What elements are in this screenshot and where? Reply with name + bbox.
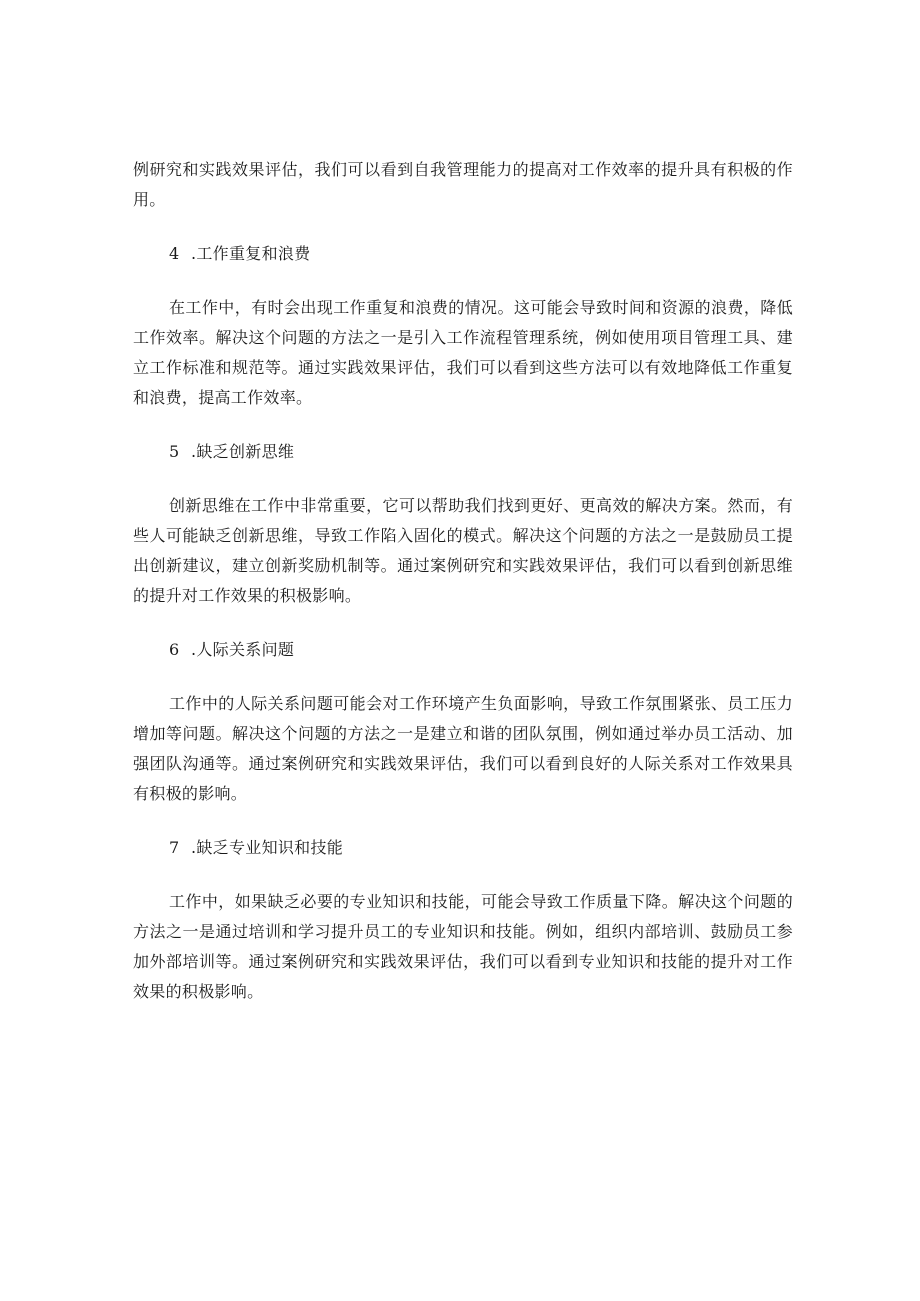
intro-continuation-paragraph: 例研究和实践效果评估，我们可以看到自我管理能力的提高对工作效率的提升具有积极的作用。 [133,160,793,209]
document-content [133,155,793,1031]
section-7-title: .缺乏专业知识和技能 [191,838,344,857]
section-4-title: .工作重复和浪费 [191,244,311,263]
section-6-number: 6 [169,640,180,659]
section-5-title: .缺乏创新思维 [191,442,295,461]
section-6-body: 工作中的人际关系问题可能会对工作环境产生负面影响，导致工作氛围紧张、员工压力增加等问题。解决这个问题的方法之一是建立和谐的团队氛围，例如通过举办员工活动、加强团队沟通等。通过案例研究和实践效果评估，我们可以看到良好的人际关系对工作效果具有积极的影响。 [133,694,793,803]
section-6-title: .人际关系问题 [191,640,295,659]
section-7-body: 工作中，如果缺乏必要的专业知识和技能，可能会导致工作质量下降。解决这个问题的方法之一是通过培训和学习提升员工的专业知识和技能。例如，组织内部培训、鼓励员工参加外部培训等。通过案例研究和实践效果评估，我们可以看到专业知识和技能的提升对工作效果的积极影响。 [133,892,793,1001]
section-4-heading [169,239,793,269]
section-4-body: 在工作中，有时会出现工作重复和浪费的情况。这可能会导致时间和资源的浪费，降低工作效率。解决这个问题的方法之一是引入工作流程管理系统，例如使用项目管理工具、建立工作标准和规范等。通过实践效果评估，我们可以看到这些方法可以有效地降低工作重复和浪费，提高工作效率。 [133,298,793,407]
section-5-body: 创新思维在工作中非常重要，它可以帮助我们找到更好、更高效的解决方案。然而，有些人可能缺乏创新思维，导致工作陷入固化的模式。解决这个问题的方法之一是鼓励员工提出创新建议，建立创新奖励机制等。通过案例研究和实践效果评估，我们可以看到创新思维的提升对工作效果的积极影响。 [133,496,793,605]
section-5-heading [169,437,793,467]
section-6-heading [169,635,793,665]
section-7-heading [169,833,793,863]
section-4-number: 4 [169,244,180,263]
section-7-number: 7 [169,838,180,857]
section-5-number: 5 [169,442,180,461]
